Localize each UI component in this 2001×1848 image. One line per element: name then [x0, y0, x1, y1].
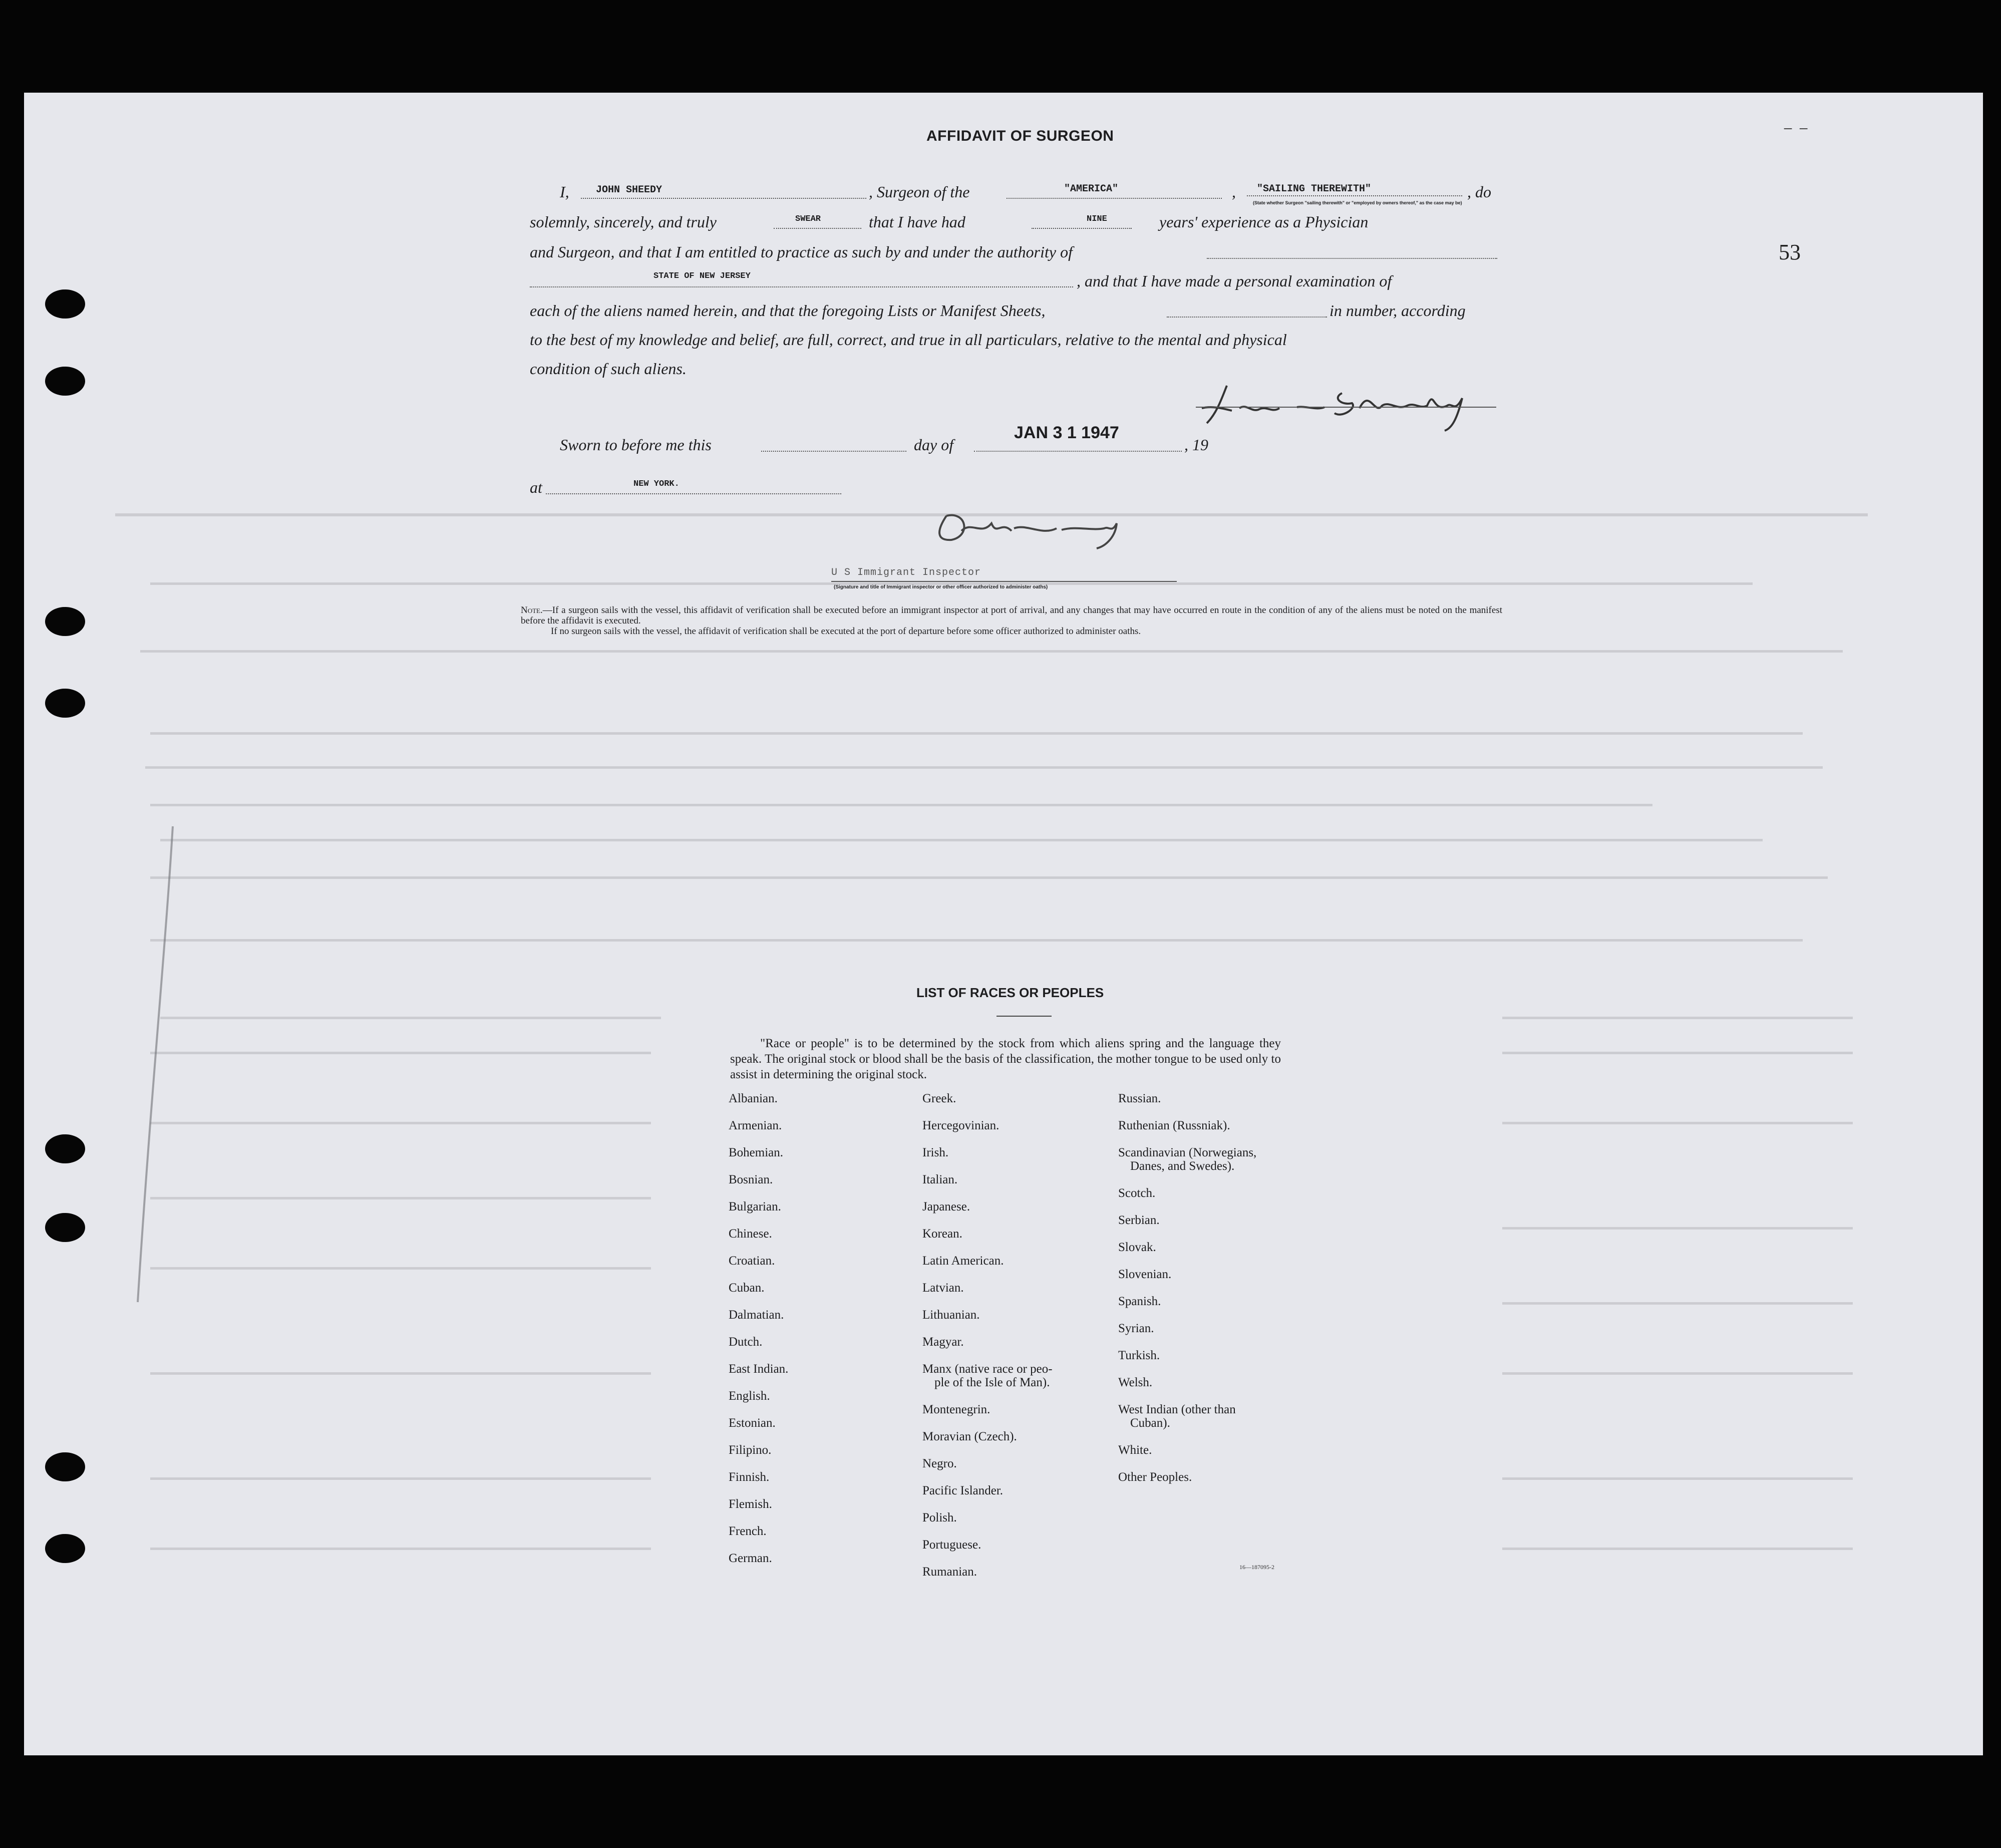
race-item: Scandinavian (Norwegians, [1118, 1146, 1257, 1159]
line2-suffix: years' experience as a Physician [1159, 213, 1369, 231]
race-item: Korean. [922, 1227, 962, 1241]
years-rule [1032, 228, 1132, 229]
race-item: German. [729, 1552, 772, 1565]
race-item: Italian. [922, 1173, 958, 1186]
race-item: Dalmatian. [729, 1308, 784, 1322]
race-item: Croatian. [729, 1254, 775, 1268]
surgeon-name-value: JOHN SHEEDY [596, 184, 662, 196]
race-item: Rumanian. [922, 1565, 977, 1579]
race-item: Slovak. [1118, 1241, 1156, 1254]
note-text-2: If no surgeon sails with the vessel, the affidavit of verification shall be executed at the port of departure before some officer authorized to administer oaths. [551, 626, 1141, 637]
race-item: Lithuanian. [922, 1308, 980, 1322]
race-item: Estonian. [729, 1416, 776, 1430]
line6: to the best of my knowledge and belief, are full, correct, and true in all particulars, relative to the mental and physical [530, 331, 1287, 349]
vessel-value: "AMERICA" [1064, 183, 1119, 195]
status-rule [1247, 195, 1462, 196]
sworn-day-of: day of [914, 436, 954, 454]
race-item: Latin American. [922, 1254, 1004, 1268]
race-item: Manx (native race or peo- [922, 1362, 1053, 1376]
line2-middle: that I have had [869, 213, 965, 231]
race-item: Pacific Islander. [922, 1484, 1004, 1497]
inspector-caption: (Signature and title of Immigrant inspector or other officer authorized to administer oaths) [834, 584, 1048, 590]
race-item: Chinese. [729, 1227, 772, 1241]
race-item: Magyar. [922, 1335, 964, 1349]
place-rule [546, 493, 841, 494]
surgeon-signature [1192, 378, 1502, 433]
line1-surgeon-of: , Surgeon of the [869, 183, 970, 201]
vessel-rule [1007, 198, 1222, 199]
surgeon-signature-rule [1196, 407, 1496, 408]
line5-suffix: in number, according [1329, 301, 1466, 320]
line3: and Surgeon, and that I am entitled to practice as such by and under the authority of [530, 243, 1073, 261]
affidavit-title: AFFIDAVIT OF SURGEON [926, 128, 1114, 144]
race-item: Danes, and Swedes). [1130, 1159, 1235, 1173]
line7: condition of such aliens. [530, 360, 687, 378]
race-item: Bulgarian. [729, 1200, 781, 1213]
race-item: Spanish. [1118, 1295, 1161, 1308]
race-item: Japanese. [922, 1200, 970, 1213]
race-item: Portuguese. [922, 1538, 981, 1552]
verification-note [521, 605, 1502, 637]
race-item: Latvian. [922, 1281, 964, 1295]
sworn-day-rule [761, 451, 906, 452]
race-item: Armenian. [729, 1119, 782, 1132]
sheets-count-rule [1167, 317, 1327, 318]
race-item: Finnish. [729, 1470, 770, 1484]
page-number: 53 [1779, 240, 1801, 264]
race-item: Negro. [922, 1457, 957, 1470]
race-item: Bosnian. [729, 1173, 773, 1186]
race-item: French. [729, 1524, 767, 1538]
oath-value: SWEAR [795, 214, 821, 224]
line1-comma: , [1232, 183, 1236, 201]
years-value: NINE [1087, 214, 1107, 224]
at-label: at [530, 478, 542, 496]
authority-rule-a [1207, 258, 1497, 259]
authority-value: STATE OF NEW JERSEY [653, 271, 751, 281]
race-item: Flemish. [729, 1497, 772, 1511]
sworn-year: , 19 [1184, 436, 1208, 454]
race-item: Irish. [922, 1146, 949, 1159]
race-item: Slovenian. [1118, 1268, 1172, 1281]
race-item: Ruthenian (Russniak). [1118, 1119, 1230, 1132]
races-title-rule [996, 1016, 1052, 1017]
date-stamp: JAN 3 1 1947 [1014, 423, 1119, 442]
race-item: Serbian. [1118, 1213, 1160, 1227]
corner-marks: ⁻ ⁻ [1783, 121, 1809, 143]
race-item: Syrian. [1118, 1322, 1154, 1335]
sworn-month-rule [974, 451, 1182, 452]
line4-suffix: , and that I have made a personal examination of [1077, 272, 1392, 290]
line1-prefix: I, [560, 183, 569, 201]
note-text: —If a surgeon sails with the vessel, this affidavit of verification shall be executed before an immigrant inspector at port of arrival, and any changes that may have occurred en route in the condition of any of the aliens must be noted on the manifest before the affidavit is executed. [521, 605, 1502, 626]
authority-rule-b [530, 286, 1073, 287]
race-item: Filipino. [729, 1443, 772, 1457]
form-number: 16—187095-2 [1239, 1564, 1274, 1571]
race-item: Dutch. [729, 1335, 763, 1349]
race-item: Cuban). [1130, 1416, 1170, 1430]
race-item: East Indian. [729, 1362, 789, 1376]
sworn-prefix: Sworn to before me this [560, 436, 712, 454]
race-item: Turkish. [1118, 1349, 1160, 1362]
race-item: ple of the Isle of Man). [934, 1376, 1050, 1389]
race-item: Moravian (Czech). [922, 1430, 1017, 1443]
oath-rule [774, 228, 861, 229]
races-intro: "Race or people" is to be determined by the stock from which aliens spring and the language they speak. The original stock or blood shall be the basis of the classification, the mother tongue to be used only to assist in determining the original stock. [730, 1037, 1281, 1081]
race-item: Montenegrin. [922, 1403, 990, 1416]
race-item: Cuban. [729, 1281, 765, 1295]
race-item: Polish. [922, 1511, 957, 1524]
race-item: West Indian (other than [1118, 1403, 1236, 1416]
place-value: NEW YORK. [633, 479, 680, 489]
race-item: English. [729, 1389, 770, 1403]
race-item: Hercegovinian. [922, 1119, 999, 1132]
race-item: White. [1118, 1443, 1152, 1457]
line5-prefix: each of the aliens named herein, and that the foregoing Lists or Manifest Sheets, [530, 301, 1046, 320]
inspector-rule [831, 581, 1177, 582]
race-item: Welsh. [1118, 1376, 1153, 1389]
race-item: Scotch. [1118, 1186, 1156, 1200]
status-note: (State whether Surgeon "sailing therewith" or "employed by owners thereof," as the case may be) [1253, 200, 1462, 205]
inspector-signature [926, 501, 1167, 551]
races-title: LIST OF RACES OR PEOPLES [916, 985, 1104, 1000]
surgeon-name-rule [581, 198, 866, 199]
race-item: Bohemian. [729, 1146, 784, 1159]
note-label: Note. [521, 605, 543, 615]
race-item: Greek. [922, 1092, 956, 1105]
line2-prefix: solemnly, sincerely, and truly [530, 213, 717, 231]
race-item: Albanian. [729, 1092, 778, 1105]
inspector-title: U S Immigrant Inspector [831, 567, 981, 578]
race-item: Other Peoples. [1118, 1470, 1192, 1484]
status-value: "SAILING THEREWITH" [1257, 183, 1372, 195]
race-item: Russian. [1118, 1092, 1161, 1105]
line1-do: , do [1467, 183, 1491, 201]
